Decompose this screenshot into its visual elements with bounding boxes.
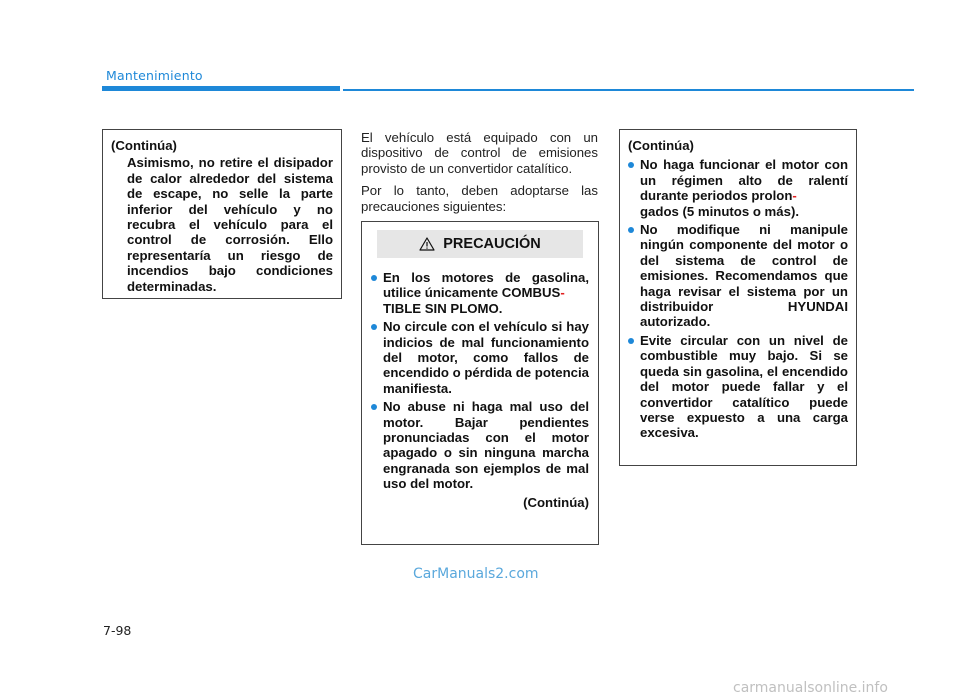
item-text: No abuse ni haga mal uso del motor. Bajar pendientes pronunciadas con el motor apagado o sin ninguna marcha engranada son ejemplos de mal uso del motor. <box>383 399 589 492</box>
page-number: 7-98 <box>103 623 132 638</box>
continued-precautions-box <box>619 129 857 466</box>
list-item <box>628 222 848 330</box>
section-title: Mantenimiento <box>106 68 203 83</box>
list-item <box>371 319 589 396</box>
list-item <box>371 399 589 491</box>
watermark-link[interactable]: CarManuals2.com <box>413 566 539 582</box>
bullet-icon <box>371 404 377 410</box>
item-text-tail: gados (5 minutos o más). <box>640 203 800 219</box>
continued-label: (Continúa) <box>523 494 589 510</box>
caution-header <box>377 230 583 258</box>
bullet-icon <box>628 162 634 168</box>
item-text: No modifique ni manipule ningún componente del motor o del sistema de control de emisiones. Recomendamos que haga revisar el sistema por un distribuidor HYUNDAI autorizado. <box>640 222 848 330</box>
item-text: En los motores de gasolina, utilice únicamente COMBUS <box>383 270 589 301</box>
warning-triangle-icon <box>419 237 435 251</box>
item-text: No circule con el vehículo si hay indicios de mal funcionamiento del motor, como fallos de encendido o pérdida de potencia manifiesta. <box>383 319 589 396</box>
caution-box <box>361 221 599 545</box>
header-accent-bar <box>102 86 340 91</box>
hyphen-mark: - <box>792 188 797 204</box>
list-item <box>371 270 589 316</box>
item-text-tail: TIBLE SIN PLOMO. <box>383 300 503 316</box>
continued-label: (Continúa) <box>628 138 694 153</box>
header-rule <box>343 89 914 91</box>
precaution-list <box>628 157 848 440</box>
note-text: Asimismo, no retire el disipador de calor alrededor del sistema de escape, no selle la parte inferior del vehículo y no recubra el vehículo para el control de corrosión. Ello representaría un riesgo de incendios bajo condiciones determinadas. <box>127 155 333 294</box>
intro-paragraph-1: El vehículo está equipado con un dispositivo de control de emisiones provisto de un convertidor catalítico. <box>361 130 598 176</box>
bullet-icon <box>628 227 634 233</box>
bullet-icon <box>371 275 377 281</box>
hyphen-mark: - <box>560 285 565 301</box>
continued-label: (Continúa) <box>111 138 177 153</box>
caution-heading: PRECAUCIÓN <box>443 236 541 252</box>
continued-note-box <box>102 129 342 299</box>
item-text: No haga funcionar el motor con un régimen alto de ralentí durante periodos prolon <box>640 157 848 204</box>
list-item <box>628 157 848 219</box>
bullet-icon <box>628 338 634 344</box>
bullet-icon <box>371 324 377 330</box>
intro-paragraph-2: Por lo tanto, deben adoptarse las precauciones siguientes: <box>361 183 598 214</box>
caution-list <box>371 270 589 492</box>
list-item <box>628 333 848 441</box>
intro-text <box>361 130 598 221</box>
site-watermark: carmanualsonline.info <box>733 680 888 696</box>
item-text: Evite circular con un nivel de combustible muy bajo. Si se queda sin gasolina, el encendido del motor puede fallar y el convertidor catalítico puede verse expuesto a una carga excesiva. <box>640 332 848 441</box>
